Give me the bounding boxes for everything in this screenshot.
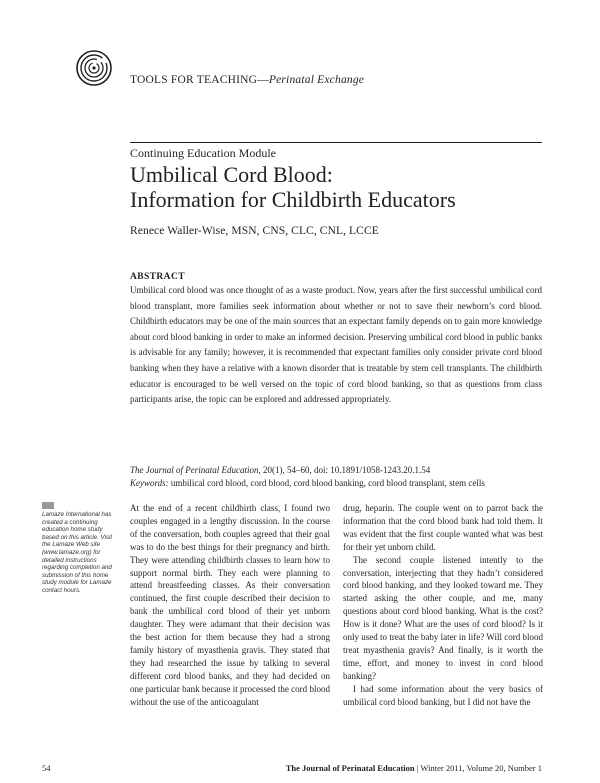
body-paragraph: At the end of a recent childbirth class, I found two couples engaged in a lengthy discussion. In the course of the conversation, both couples agreed that their goal was to do the best things for their pregnancy and birth. They were attending childbirth classes to learn how to support normal birth. They each were planning to attend breastfeeding classes. As their conversation continued, the first couple described their decision to bank the umbilical cord blood of their yet unborn daughter. They were adamant that their decision was the best action for them because they had a strong family history of myasthenia gravis. They stated that they had researched the issue by talking to several different cord blood banks, and they had decided on one particular bank because it processed the cord blood without the use of the anticoagulant: [130, 503, 330, 707]
ce-badge-icon: [42, 502, 54, 509]
abstract-heading: ABSTRACT: [130, 272, 185, 282]
body-paragraph: The second couple listened intently to the conversation, interjecting that they hadn’t considered cord blood banking, and they looked toward me. They started asking the other couple, and me, many questions about cord blood banking. What is the cost? How is it done? What are the uses of cord blood? Is it only used to treat the baby later in life? Will cord blood treat myasthenia gravis? And finally, is it worth the time, effort, and money to invest in cord blood banking?: [343, 554, 543, 681]
series-italic: Perinatal Exchange: [268, 74, 365, 86]
section-header: [130, 74, 364, 86]
abstract-text: Umbilical cord blood was once thought of as a waste product. Now, years after the first successful umbilical cord blood transplant, more families seek information about whether or not to save their newborn’s cord blood. Childbirth educators may be one of the main sources that an expectant family depends on to gain more knowledge about cord blood banking in order to make an informed decision. Preserving umbilical cord blood in public banks is advisable for any family; however, it is recommended that expectant families only consider private cord blood banking when they have a relative with a known disorder that is treatable by stem cell transplants. The childbirth educator is encouraged to be well versed on the topic of cord blood banking, so that as questions from class participants arise, the topic can be explored and addressed appropriately.: [130, 285, 542, 405]
citation-block: [130, 464, 542, 489]
article-title: [130, 162, 456, 212]
body-column-1: [130, 502, 330, 709]
title-line-1: Umbilical Cord Blood:: [130, 162, 333, 187]
series-main: TOOLS FOR TEACHING—: [130, 74, 269, 86]
footer-journal-name: The Journal of Perinatal Education: [285, 763, 415, 773]
keywords-list: umbilical cord blood, cord blood, cord blood banking, cord blood transplant, stem cells: [168, 477, 485, 488]
keywords-label: Keywords:: [130, 477, 169, 488]
body-paragraph: I had some information about the very basics of umbilical cord blood banking, but I did not have the: [343, 683, 543, 707]
journal-logo-icon: [76, 50, 112, 86]
citation-details: , 20(1), 54–60, doi: 10.1891/1058-1243.20.1.54: [258, 465, 431, 475]
module-label: Continuing Education Module: [130, 146, 276, 160]
ce-sidebar-note: [42, 502, 118, 595]
sidebar-text: Lamaze International has created a continuing education home study based on this article. Visit the Lamaze Web site (www.lamaze.org) for detailed instructions regarding completion and submission of this home study module for Lamaze contact hours.: [42, 511, 113, 594]
body-paragraph: drug, heparin. The couple went on to parrot back the information that the cord blood bank had told them. It was evident that the first couple wanted what was best for their yet unborn child.: [343, 503, 543, 552]
body-column-2: [343, 502, 543, 709]
citation-journal: The Journal of Perinatal Education: [130, 465, 259, 475]
footer-issue: | Winter 2011, Volume 20, Number 1: [414, 763, 542, 773]
title-line-2: Information for Childbirth Educators: [130, 187, 456, 212]
running-footer: [286, 763, 542, 773]
author-line: Renece Waller-Wise, MSN, CNS, CLC, CNL, LCCE: [130, 225, 379, 237]
title-divider: [130, 142, 542, 143]
page-number: 54: [42, 763, 51, 773]
